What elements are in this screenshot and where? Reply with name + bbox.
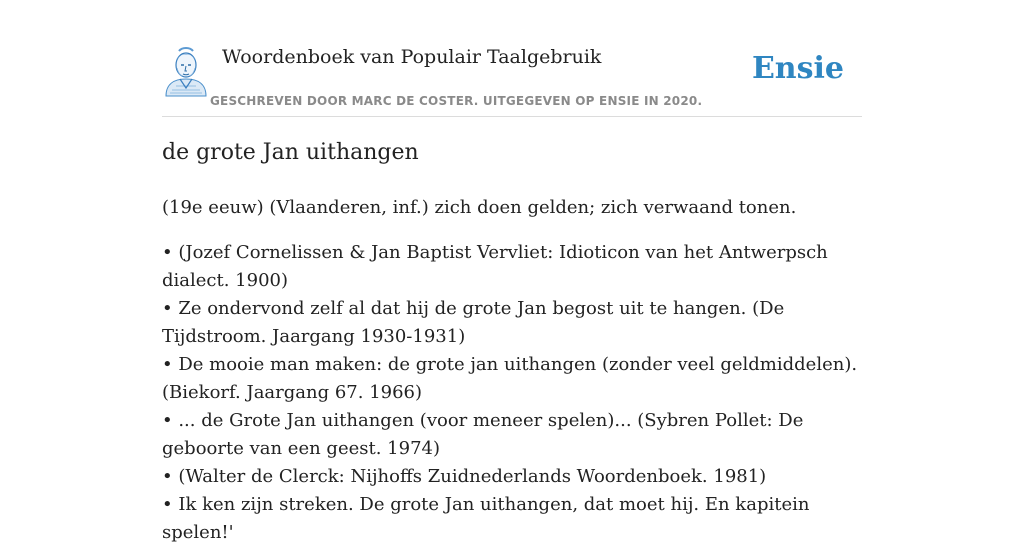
author-byline: GESCHREVEN DOOR MARC DE COSTER. UITGEGEVEN OP ENSIE IN 2020. [210, 94, 703, 108]
entry-title: de grote Jan uithangen [162, 140, 419, 165]
quote-item: • Ik ken zijn streken. De grote Jan uithangen, dat moet hij. En kapitein spelen!' [162, 494, 810, 543]
quote-item: • (Walter de Clerck: Nijhoffs Zuidnederlands Woordenboek. 1981) [162, 466, 767, 487]
quote-item: • Ze ondervond zelf al dat hij de grote Jan begost uit te hangen. (De Tijdstroom. Jaargang 1930-1931) [162, 298, 785, 347]
quote-item: • ... de Grote Jan uithangen (voor meneer spelen)... (Sybren Pollet: De geboorte van een geest. 1974) [162, 410, 804, 459]
book-header [162, 40, 862, 117]
entry-definition: (19e eeuw) (Vlaanderen, inf.) zich doen gelden; zich verwaand tonen. [162, 197, 797, 218]
quote-list [162, 239, 862, 547]
author-portrait-icon[interactable] [162, 46, 210, 96]
quote-item: • (Jozef Cornelissen & Jan Baptist Vervliet: Idioticon van het Antwerpsch dialect. 1900) [162, 242, 828, 291]
book-title[interactable]: Woordenboek van Populair Taalgebruik [222, 46, 602, 68]
ensie-logo-link[interactable]: Ensie [751, 51, 844, 86]
quote-item: • De mooie man maken: de grote jan uithangen (zonder veel geldmiddelen). (Biekorf. Jaargang 67. 1966) [162, 354, 858, 403]
